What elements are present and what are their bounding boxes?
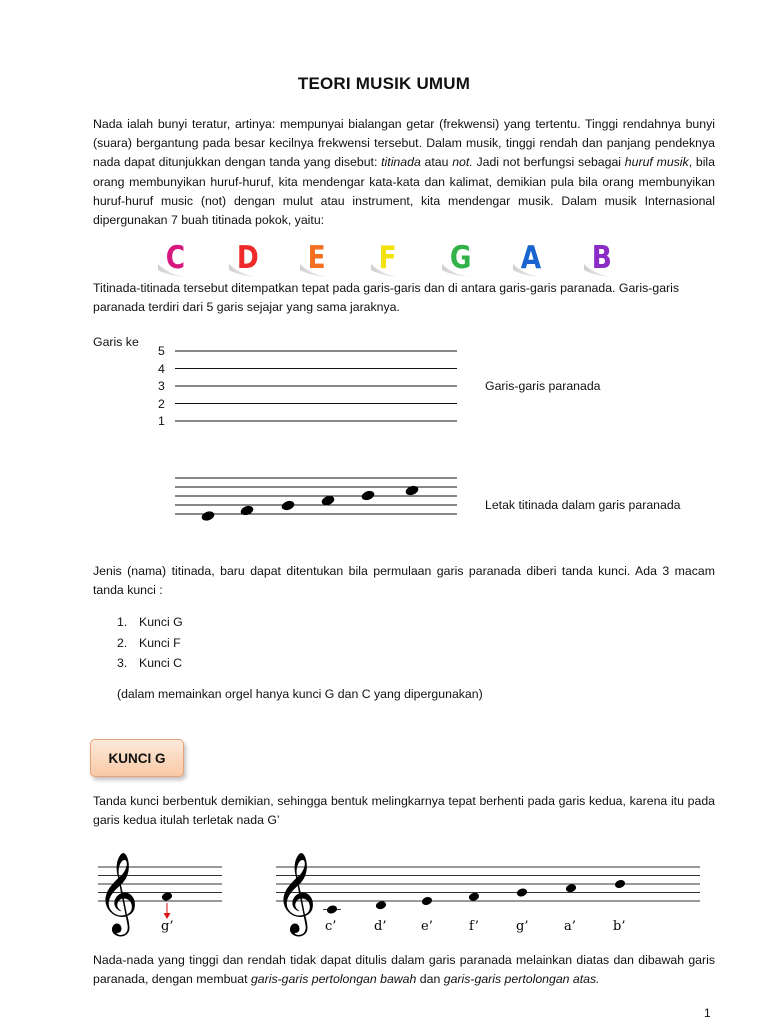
- garis-ke-label: Garis ke: [93, 335, 139, 349]
- note-head: [239, 504, 254, 517]
- pertolongan-text-2: dan: [416, 972, 444, 987]
- page-title: TEORI MUSIK UMUM: [297, 74, 471, 93]
- pertolongan-paragraph: [93, 951, 715, 989]
- list-number: 2.: [117, 636, 128, 650]
- list-item: [117, 615, 183, 629]
- note-label: g’: [516, 919, 529, 934]
- treble-clef-icon: 𝄞: [275, 851, 317, 933]
- note-head: [360, 489, 375, 502]
- note-head: [375, 900, 387, 910]
- note-head: [404, 484, 419, 497]
- pertolongan-italic-bawah: garis-garis pertolongan bawah: [250, 972, 417, 987]
- intro-text-3: Jadi not berfungsi sebagai: [472, 155, 625, 170]
- note-head: [421, 896, 433, 906]
- intro-italic-not: not.: [452, 155, 473, 170]
- note-head: [200, 510, 215, 523]
- line-number: 5: [158, 344, 165, 358]
- staff-kunci-g-scale: [273, 842, 703, 932]
- line-number: 1: [158, 414, 165, 428]
- kunci-paragraph: Jenis (nama) titinada, baru dapat ditentukan bila permulaan garis paranada diberi tanda kunci. Ada 3 macam tanda kunci :: [93, 564, 715, 598]
- note-letter-g: G: [449, 240, 472, 276]
- note-letter-c: C: [165, 240, 186, 276]
- intro-paragraph: [93, 115, 715, 230]
- line-number: 4: [158, 361, 165, 376]
- list-item: [117, 636, 181, 650]
- list-number: 3.: [117, 656, 128, 670]
- list-text: Kunci G: [139, 615, 183, 629]
- kunci-g-paragraph: Tanda kunci berbentuk demikian, sehingga bentuk melingkarnya tepat berhenti pada garis kedua, karena itu pada garis kedua itulah terletak nada G’: [93, 794, 715, 828]
- treble-clef-icon: 𝄞: [97, 851, 139, 933]
- note-label: d’: [374, 919, 387, 934]
- intro-text-4: , bila orang membunyikan huruf-huruf, kita mendengar kata-kata dan kalimat, demikian pula bila orang membunyikan huruf-huruf music (not) dengan mulut atau instrument, kita mendengar musik. Dalam musik Internasional dipergunakan 7 buah titinada pokok, yaitu:: [93, 155, 715, 228]
- intro-text-2: atau: [420, 155, 453, 170]
- list-text: Kunci F: [139, 636, 181, 650]
- note-label: a’: [564, 919, 576, 934]
- note-letter-a: A: [520, 240, 542, 276]
- page-number: 1: [704, 1006, 711, 1020]
- pertolongan-text-1: Nada-nada yang tinggi dan rendah tidak dapat ditulis dalam garis paranada melainkan diatas dan dibawah garis paranada, dengan membuat: [93, 953, 715, 987]
- intro-italic-huruf-musik: huruf musik: [624, 155, 689, 170]
- staff-kunci-g-single: [95, 842, 225, 932]
- note-label: f’: [469, 919, 479, 934]
- note-label: b’: [613, 919, 626, 934]
- note-label-g: g’: [161, 919, 174, 934]
- note-head: [280, 499, 295, 512]
- intro-italic-titinada: titinada: [381, 155, 421, 170]
- note-letter-b: B: [591, 240, 612, 276]
- list-item: [117, 656, 182, 670]
- list-text: Kunci C: [139, 656, 183, 670]
- staff-numbered-lines: [170, 344, 460, 424]
- note-label: e’: [421, 919, 433, 934]
- staff-note-placement: [170, 474, 460, 524]
- note-letter-f: F: [378, 240, 397, 276]
- note-head: [565, 883, 577, 893]
- intro-text-1: Nada ialah bunyi teratur, artinya: mempunyai bialangan getar (frekwensi) yang tertentu. Tinggi rendahnya bunyi (suara) bergantung pada besar kecilnya frekwensi tersebut. Dalam musik, tinggi rendah dan panjang pendeknya nada dapat ditunjukkan dengan tanda yang disebut:: [93, 117, 715, 170]
- line-numbers: [158, 343, 165, 431]
- kunci-g-heading-box: KUNCI G: [90, 739, 184, 777]
- note-head: [326, 904, 338, 914]
- line-number: 3: [158, 379, 165, 393]
- line-number: 2: [158, 396, 165, 411]
- note-head: [614, 879, 626, 889]
- staff-caption-letak: Letak titinada dalam garis paranada: [485, 498, 681, 512]
- note-head: [468, 891, 480, 901]
- note-letters-row: [150, 238, 630, 280]
- orgel-note: (dalam memainkan orgel hanya kunci G dan C yang dipergunakan): [117, 687, 483, 701]
- list-number: 1.: [117, 615, 128, 629]
- note-label: c’: [325, 919, 337, 934]
- staff-caption-paranada: Garis-garis paranada: [485, 379, 601, 393]
- paranada-paragraph: Titinada-titinada tersebut ditempatkan tepat pada garis-garis dan di antara garis-garis paranada. Garis-garis paranada terdiri dari 5 garis sejajar yang sama jaraknya.: [93, 281, 680, 315]
- note-letter-e: E: [307, 240, 326, 276]
- note-head: [516, 887, 528, 897]
- pertolongan-italic-atas: garis-garis pertolongan atas.: [443, 972, 600, 987]
- note-letter-d: D: [236, 240, 259, 276]
